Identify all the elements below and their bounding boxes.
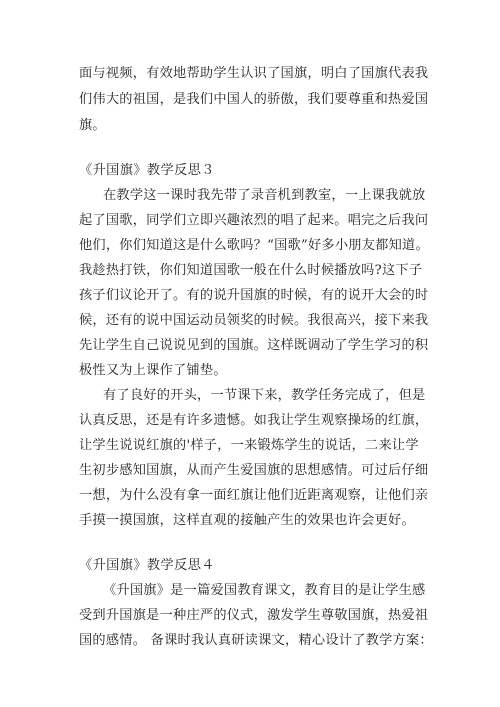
text-line: 他们，你们知道这是什么歌吗？“国歌”好多小朋友都知道。 xyxy=(79,238,429,253)
section-heading: 《升国旗》教学反思３ xyxy=(79,163,215,178)
text-line: 认真反思，还是有许多遗憾。如我让学生观察操场的红旗， xyxy=(79,413,429,428)
text-line: 让学生说说红旗的'样子，一来锻炼学生的说话，二来让学 xyxy=(79,438,419,453)
section-heading: 《升国旗》教学反思４ xyxy=(79,558,215,573)
text-line: 一想，为什么没有拿一面红旗让他们近距离观察，让他们亲 xyxy=(79,488,429,503)
text-line: 候，还有的说中国运动员领奖的时候。我很高兴，接下来我 xyxy=(79,313,429,328)
text-line: 我趁热打铁，你们知道国歌一般在什么时候播放吗?这下子 xyxy=(79,263,423,278)
text-line: 们伟大的祖国，是我们中国人的骄傲，我们要尊重和热爱国 xyxy=(79,92,429,107)
text-line: 受到升国旗是一种庄严的仪式，激发学生尊敬国旗，热爱祖 xyxy=(79,608,429,623)
text-line: 有了良好的开头，一节课下来，教学任务完成了，但是 xyxy=(103,388,426,403)
text-line: 旗。 xyxy=(79,118,106,133)
text-line: 生初步感知国旗，从而产生爱国旗的思想感情。可过后仔细 xyxy=(79,463,429,478)
text-line: 《升国旗》是一篇爱国教育课文，教育目的是让学生感 xyxy=(103,583,426,598)
text-line: 先让学生自己说说见到的国旗。这样既调动了学生学习的积 xyxy=(79,338,429,353)
text-line: 起了国歌，同学们立即兴趣浓烈的唱了起来。唱完之后我问 xyxy=(79,213,429,228)
text-line: 面与视频，有效地帮助学生认识了国旗，明白了国旗代表我 xyxy=(79,66,429,81)
text-line: 国的感情。 备课时我认真研读课文，精心设计了教学方案： xyxy=(79,633,433,648)
text-line: 在教学这一课时我先带了录音机到教室，一上课我就放 xyxy=(103,188,426,203)
text-line: 孩子们议论开了。有的说升国旗的时候，有的说开大会的时 xyxy=(79,288,429,303)
text-line: 极性又为上课作了铺垫。 xyxy=(79,363,227,378)
text-line: 手摸一摸国旗，这样直观的接触产生的效果也许会更好。 xyxy=(79,513,415,528)
